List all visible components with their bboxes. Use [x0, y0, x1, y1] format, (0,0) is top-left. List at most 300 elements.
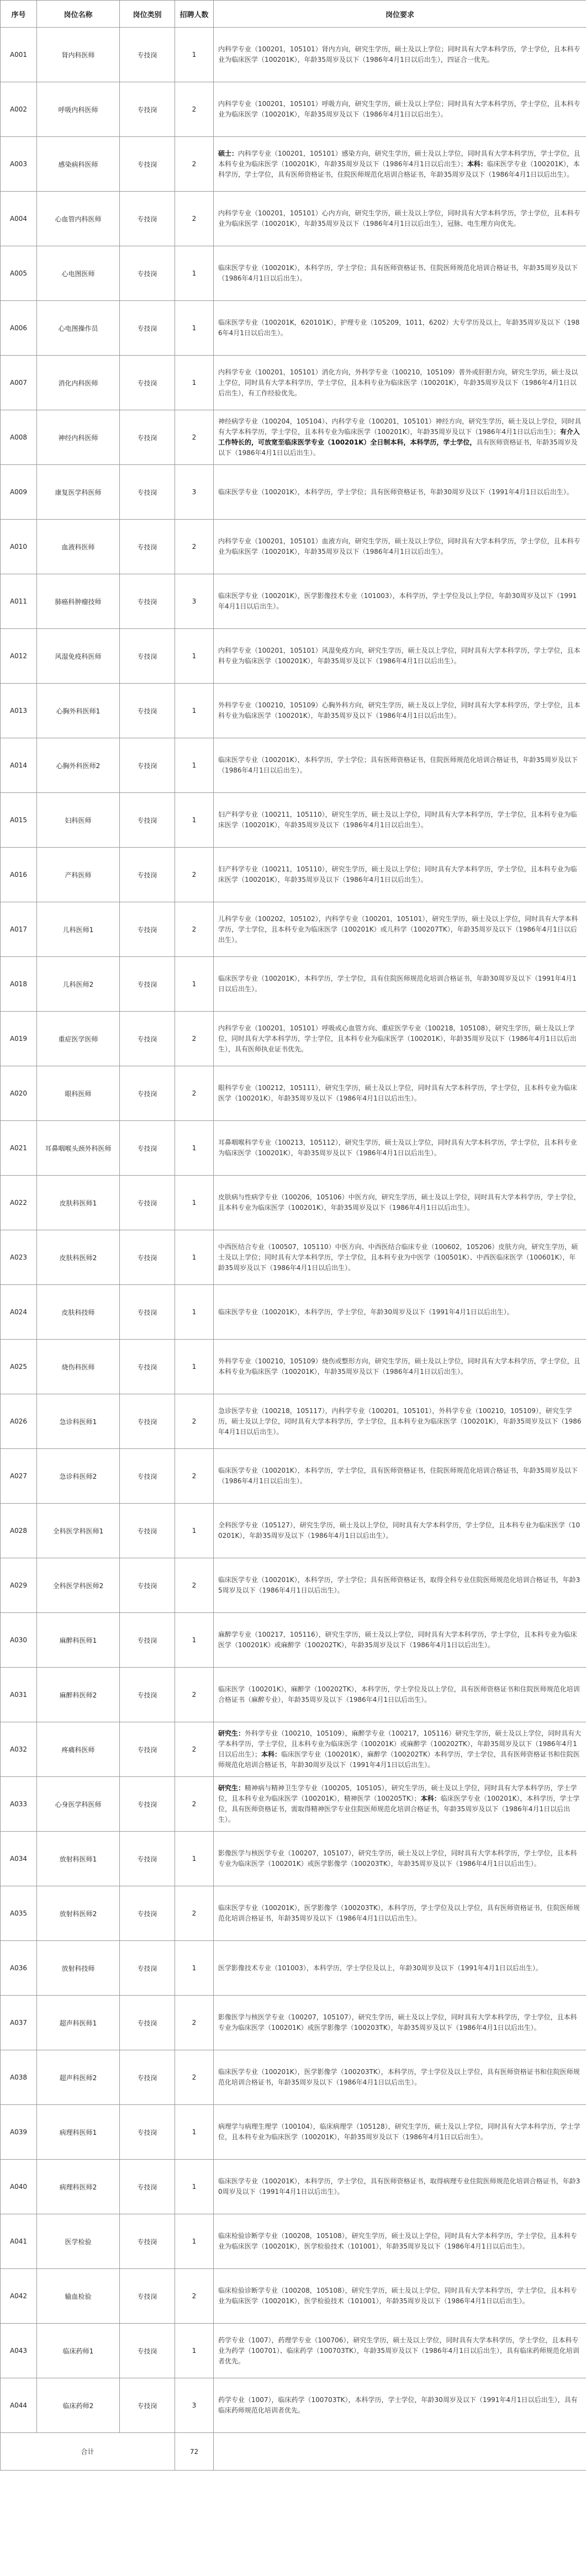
cell-recruit-count: 1 [175, 1832, 214, 1886]
cell-requirements [214, 629, 586, 684]
cell-requirements [214, 902, 586, 957]
cell-no: A035 [1, 1886, 37, 1941]
cell-position-name: 放射科技师 [37, 1941, 120, 1996]
table-row [1, 1176, 586, 1230]
cell-position-category: 专技岗 [120, 520, 175, 574]
cell-recruit-count: 1 [175, 1340, 214, 1394]
cell-position-category: 专技岗 [120, 1066, 175, 1121]
cell-requirements [214, 2378, 586, 2433]
cell-position-name: 眼科医师 [37, 1066, 120, 1121]
table-row [1, 1558, 586, 1613]
requirement-text: 急诊医学专业（100218，105117），内科学专业（100201，105101），外科学专业（100210，105109），研究生学历，硕士及以上学位，同时具有大学本科学历，学士学位，且本科专业为临床医学（100201K），年龄35周岁及以下（1986年4月1日以后出生）。 [218, 1406, 582, 1436]
cell-position-category: 专技岗 [120, 1996, 175, 2050]
requirement-text: 临床医学专业（100201K），本科学历，学士学位；具有医师资格证书、住院医师规范化培训合格证书，年龄35周岁及以下（1986年4月1日以后出生）。 [218, 264, 578, 282]
cell-requirements [214, 356, 586, 410]
header-recruit-count: 招聘人数 [175, 1, 214, 28]
requirement-text: 妇产科学专业（100211，105110），研究生学历，硕士及以上学位；同时具有大学本科学历，学士学位，且本科专业为临床医学（100201K），年龄35周岁及以下（1986年4月1日以后出生）。 [218, 865, 577, 884]
cell-no: A008 [1, 410, 37, 465]
cell-recruit-count: 2 [175, 192, 214, 246]
total-row [1, 2433, 586, 2471]
table-row [1, 902, 586, 957]
cell-position-name: 全科医学科医师2 [37, 1558, 120, 1613]
requirement-text: 麻醉学专业（100217，105116），研究生学历，硕士及以上学位，同时具有大学本科学历，学士学位，且本科专业为临床医学（100201K）或麻醉学（100202TK），年龄35周岁及以下（1986年4月1日以后出生）。 [218, 1631, 577, 1649]
cell-no: A014 [1, 738, 37, 793]
requirement-text: 医学影像技术专业（101003），本科学历，学士学位及以上，年龄30周岁及以下（1991年4月1日以后出生）。 [218, 1964, 542, 1972]
table-row [1, 574, 586, 629]
cell-no: A038 [1, 2050, 37, 2105]
requirement-text: 药学专业（1007），药理学专业（100706），研究生学历，硕士及以上学位，同时具有大学本科学历，学士学位，且本科专业为药学（100701）、临床药学（100703TK），年龄35周岁及以下（1986年4月1日以后出生），具有临床药师规范化培训者优先。 [218, 2336, 579, 2365]
cell-recruit-count: 2 [175, 1668, 214, 1722]
cell-no: A033 [1, 1777, 37, 1832]
cell-recruit-count: 1 [175, 2160, 214, 2214]
cell-requirements [214, 192, 586, 246]
requirement-heading: 研究生： [218, 1729, 245, 1737]
cell-position-category: 专技岗 [120, 246, 175, 301]
header-position-category: 岗位类别 [120, 1, 175, 28]
cell-requirements [214, 1340, 586, 1394]
cell-position-name: 肾内科医师 [37, 28, 120, 82]
cell-recruit-count: 1 [175, 246, 214, 301]
cell-requirements [214, 684, 586, 738]
cell-position-name: 儿科医师1 [37, 902, 120, 957]
cell-no: A003 [1, 137, 37, 192]
cell-requirements [214, 246, 586, 301]
table-row [1, 957, 586, 1012]
requirement-text: 具有医师资格证书，年龄35周岁及以下（1986年4月1日以后出生）。 [218, 438, 578, 457]
table-row [1, 28, 586, 82]
requirement-text: 神经病学专业（100204，105104）、内科学专业（100201，105101）神经方向，研究生学历，硕士及以上学位，同时具有大学本科学历，学士学位，且本科专业为临床医学（100201K），年龄35周岁及以下（1986年4月1日以后出生）； [218, 417, 582, 436]
cell-position-name: 放射科医师1 [37, 1832, 120, 1886]
cell-requirements [214, 301, 586, 356]
total-requirements-empty [214, 2433, 586, 2471]
cell-position-name: 心电图医师 [37, 246, 120, 301]
cell-position-category: 专技岗 [120, 1230, 175, 1285]
cell-requirements [214, 1941, 586, 1996]
table-row [1, 1230, 586, 1285]
cell-no: A042 [1, 2269, 37, 2324]
cell-requirements [214, 1012, 586, 1066]
requirement-text: 皮肤病与性病学专业（100206，105106）中医方向，研究生学历，硕士及以上学位，同时具有大学本科学历，学士学位，且本科专业为临床医学（100201K），年龄35周岁及以下（1986年4月1日以后出生）。 [218, 1193, 580, 1212]
requirement-heading: 有介入工作特长的，可放宽至临床医学专业（100201K）全日制本科，本科学历，学士学位， [218, 428, 580, 446]
table-row [1, 684, 586, 738]
table-row [1, 1996, 586, 2050]
cell-position-name: 麻醉科医师1 [37, 1613, 120, 1668]
requirement-text: 临床医学专业（100201K），本科学历，学士学位，具有医师资格证书，住院医师规范化培训合格证书，年龄35周岁及以下（1986年4月1日以后出生）。 [218, 1467, 578, 1485]
cell-no: A013 [1, 684, 37, 738]
requirement-text: 外科学专业（100210，105109），麻醉学专业（100217，105116）研究生学历，硕士及以上学位，同时具有大学本科学历，学士学位，且本科专业为临床医学（100201K）或麻醉学（100202TK），年龄35周岁及以下（1986年4月1日以后出生）； [218, 1729, 582, 1758]
requirement-text: 内科学专业（100201，105101）心内方向，研究生学历，硕士及以上学位，同时具有大学本科学历，学士学位，且本科专业为临床医学（100201K），年龄35周岁及以下（1986年4月1日以后出生），冠脉、电生理方向优先。 [218, 209, 580, 228]
cell-no: A027 [1, 1449, 37, 1504]
cell-recruit-count: 2 [175, 1449, 214, 1504]
requirement-text: 内科学专业（100201，105101）血液方向，研究生学历，硕士及以上学位，同时具有大学本科学历，学士学位，且本科专业为临床医学（100201K），年龄35周岁及以下（1986年4月1日以后出生）。 [218, 537, 580, 556]
cell-recruit-count: 1 [175, 2324, 214, 2378]
table-row [1, 1613, 586, 1668]
cell-position-name: 康复医学科医师 [37, 465, 120, 520]
cell-requirements [214, 1230, 586, 1285]
requirement-text: 药学专业（1007），临床药学（100703TK），本科学历，学士学位，年龄30周岁及以下（1991年4月1日以后出生），具有临床药师规范化培训者优先。 [218, 2396, 578, 2414]
cell-position-category: 专技岗 [120, 2324, 175, 2378]
cell-no: A020 [1, 1066, 37, 1121]
cell-requirements [214, 410, 586, 465]
table-row [1, 410, 586, 465]
cell-no: A009 [1, 465, 37, 520]
cell-position-name: 麻醉科医师2 [37, 1668, 120, 1722]
cell-recruit-count: 1 [175, 2214, 214, 2269]
cell-recruit-count: 1 [175, 28, 214, 82]
cell-position-category: 专技岗 [120, 1176, 175, 1230]
cell-no: A017 [1, 902, 37, 957]
requirement-text: 全科医学专业（105127），研究生学历，硕士及以上学位，同时具有大学本科学历，学士学位，且本科专业为临床医学（100201K），年龄35周岁及以下（1986年4月1日以后出生）。 [218, 1521, 580, 1540]
cell-recruit-count: 3 [175, 465, 214, 520]
requirement-text: 妇产科学专业（100211，105110），研究生学历，硕士及以上学位，同时具有大学本科学历，学士学位，且本科专业为临床医学（100201K），年龄35周岁及以下（1986年4月1日以后出生）。 [218, 811, 577, 829]
cell-no: A005 [1, 246, 37, 301]
cell-requirements [214, 2324, 586, 2378]
cell-no: A026 [1, 1394, 37, 1449]
requirement-text: 内科学专业（100201，105101）呼吸或心血管方向、重症医学专业（100218，105108），研究生学历，硕士及以上学位，同时具有大学本科学历，学士学位，且本科专业为临床医学（100201K），年龄35周岁及以下（1986年4月1日以后出生），具有医师执业证书优先。 [218, 1024, 577, 1053]
cell-recruit-count: 2 [175, 1558, 214, 1613]
table-row [1, 356, 586, 410]
cell-requirements [214, 957, 586, 1012]
table-row [1, 1449, 586, 1504]
cell-position-category: 专技岗 [120, 1394, 175, 1449]
cell-position-category: 专技岗 [120, 1558, 175, 1613]
cell-no: A041 [1, 2214, 37, 2269]
cell-position-name: 神经内科医师 [37, 410, 120, 465]
cell-no: A022 [1, 1176, 37, 1230]
cell-recruit-count: 1 [175, 1285, 214, 1340]
cell-position-name: 皮肤科医师2 [37, 1230, 120, 1285]
cell-requirements [214, 1832, 586, 1886]
cell-requirements [214, 1722, 586, 1777]
requirement-text: 临床医学（100201K），麻醉学（100202TK），本科学历，学士学位及以上学位，具有医师资格证书和住院医师规范化培训合格证书（麻醉专业），年龄35周岁及以下（1986年4月1日以后出生）。 [218, 1685, 580, 1704]
cell-no: A034 [1, 1832, 37, 1886]
table-row [1, 1394, 586, 1449]
cell-no: A036 [1, 1941, 37, 1996]
cell-requirements [214, 520, 586, 574]
table-header-row [1, 1, 586, 28]
cell-no: A029 [1, 1558, 37, 1613]
cell-no: A018 [1, 957, 37, 1012]
cell-requirements [214, 2269, 586, 2324]
table-row [1, 246, 586, 301]
requirement-text: 内科学专业（100201，105101）风湿免疫方向，研究生学历，硕士及以上学位，同时具有大学本科学历，学士学位，且本科专业为临床医学（100201K），年龄35周岁及以下（1986年4月1日以后出生）。 [218, 647, 580, 665]
table-row [1, 2105, 586, 2160]
cell-requirements [214, 1613, 586, 1668]
cell-position-name: 烧伤科医师 [37, 1340, 120, 1394]
cell-requirements [214, 137, 586, 192]
cell-requirements [214, 465, 586, 520]
cell-recruit-count: 1 [175, 1121, 214, 1176]
table-row [1, 465, 586, 520]
requirement-text: 眼科学专业（100212，105111），研究生学历，硕士及以上学位，同时具有大学本科学历，学士学位，且本科专业为临床医学（100201K），年龄35周岁及以下（1986年4月1日以后出生）。 [218, 1084, 577, 1102]
header-requirements: 岗位要求 [214, 1, 586, 28]
table-row [1, 2324, 586, 2378]
cell-position-name: 风湿免疫科医师 [37, 629, 120, 684]
cell-position-name: 皮肤科医师1 [37, 1176, 120, 1230]
table-row [1, 1340, 586, 1394]
total-count: 72 [175, 2433, 214, 2471]
requirement-text: 临床医学专业（100201K），本科学历，学士学位，具有医师资格证书，需取得精神医学专业住院医师规范化培训合格证书，年龄35周岁及以下（1986年4月1日以后出生）。 [218, 1795, 580, 1823]
cell-recruit-count: 1 [175, 2105, 214, 2160]
table-row [1, 192, 586, 246]
cell-position-name: 疼痛科医师 [37, 1722, 120, 1777]
cell-requirements [214, 1285, 586, 1340]
requirement-heading: 研究生： [218, 1784, 245, 1792]
cell-recruit-count: 2 [175, 2050, 214, 2105]
cell-recruit-count: 1 [175, 629, 214, 684]
cell-position-category: 专技岗 [120, 1722, 175, 1777]
cell-no: A006 [1, 301, 37, 356]
cell-recruit-count: 1 [175, 1230, 214, 1285]
cell-position-category: 专技岗 [120, 1121, 175, 1176]
requirement-text: 临床医学专业（100201K），医学影像技术专业（101003），本科学历，学士学位及以上学位，年龄30周岁及以下（1991年4月1日以后出生）。 [218, 592, 577, 610]
requirement-text: 临床医学专业（100201K），本科学历，学士学位；具有医师资格证书，年龄30周岁及以下（1991年4月1日以后出生）。 [218, 488, 573, 496]
table-row [1, 2214, 586, 2269]
cell-position-category: 专技岗 [120, 2105, 175, 2160]
cell-position-category: 专技岗 [120, 137, 175, 192]
cell-position-category: 专技岗 [120, 2269, 175, 2324]
cell-position-category: 专技岗 [120, 1449, 175, 1504]
cell-requirements [214, 2050, 586, 2105]
requirement-text: 临床医学专业（100201K），本科学历，学士学位，具有医师资格证书，取得病理专业住院医师规范化培训合格证书，年龄30周岁及以下（1991年4月1日以后出生）。 [218, 2177, 580, 2196]
cell-requirements [214, 1066, 586, 1121]
cell-no: A028 [1, 1504, 37, 1558]
header-position-name: 岗位名称 [37, 1, 120, 28]
cell-position-category: 专技岗 [120, 1668, 175, 1722]
cell-no: A044 [1, 2378, 37, 2433]
requirement-text: 内科学专业（100201，105101）消化方向，外科学专业（100210，105109）普外或肝胆方向，研究生学历，硕士及以上学位，同时具有大学本科学历，学士学位，且本科专业为临床医学（100201K），年龄35周岁及以下（1986年4月1日以后出生），有工作经验优先。 [218, 368, 578, 397]
cell-recruit-count: 2 [175, 848, 214, 902]
cell-position-category: 专技岗 [120, 1886, 175, 1941]
cell-no: A011 [1, 574, 37, 629]
cell-no: A012 [1, 629, 37, 684]
cell-requirements [214, 848, 586, 902]
cell-position-name: 呼吸内科医师 [37, 82, 120, 137]
requirement-text: 临床医学专业（100201K），医学影像学（100203TK），本科学历，学士学位及以上学位，具有医师资格证书，住院医师规范化培训合格证书，年龄35周岁及以下（1986年4月1日以后出生）。 [218, 1904, 580, 1922]
cell-recruit-count: 1 [175, 356, 214, 410]
cell-recruit-count: 2 [175, 1012, 214, 1066]
cell-position-name: 肺癌科肿瘤技师 [37, 574, 120, 629]
cell-position-category: 专技岗 [120, 793, 175, 848]
cell-position-name: 血液科医师 [37, 520, 120, 574]
cell-requirements [214, 1394, 586, 1449]
requirement-text: 内科学专业（100201，105101）感染方向，研究生学历，硕士及以上学位，同时具有大学本科学历，学士学位，且本科专业为临床医学（100201K），年龄35周岁及以下（1986年4月1日以后出生）； [218, 149, 580, 168]
cell-position-name: 心血管内科医师 [37, 192, 120, 246]
cell-recruit-count: 2 [175, 410, 214, 465]
cell-position-name: 心胸外科医师1 [37, 684, 120, 738]
cell-requirements [214, 2105, 586, 2160]
cell-position-category: 专技岗 [120, 2378, 175, 2433]
cell-requirements [214, 1777, 586, 1832]
cell-no: A010 [1, 520, 37, 574]
cell-position-category: 专技岗 [120, 2160, 175, 2214]
cell-no: A043 [1, 2324, 37, 2378]
cell-position-name: 输血检验 [37, 2269, 120, 2324]
cell-position-category: 专技岗 [120, 192, 175, 246]
cell-recruit-count: 2 [175, 137, 214, 192]
requirement-text: 影像医学与核医学专业（100207，105107），研究生学历，硕士及以上学位，同时具有大学本科学历，学士学位，且本科专业为临床医学（100201K）或医学影像学（100203TK），年龄35周岁及以下（1986年4月1日以后出生）。 [218, 2013, 577, 2032]
cell-position-category: 专技岗 [120, 1285, 175, 1340]
cell-position-category: 专技岗 [120, 1832, 175, 1886]
cell-position-category: 专技岗 [120, 957, 175, 1012]
table-row [1, 1777, 586, 1832]
cell-position-category: 专技岗 [120, 82, 175, 137]
requirement-text: 内科学专业（100201，105101）呼吸方向，研究生学历，硕士及以上学位；同时具有大学本科学历，学士学位，且本科专业为临床医学（100201K），年龄35周岁及以下（1986年4月1日以后出生）。 [218, 100, 580, 118]
requirement-heading: 本科： [420, 1795, 441, 1802]
total-label: 合计 [1, 2433, 175, 2471]
table-row [1, 793, 586, 848]
cell-recruit-count: 3 [175, 574, 214, 629]
cell-position-category: 专技岗 [120, 629, 175, 684]
cell-position-name: 急诊科医师1 [37, 1394, 120, 1449]
table-row [1, 301, 586, 356]
table-row [1, 848, 586, 902]
cell-position-name: 妇科医师 [37, 793, 120, 848]
cell-requirements [214, 82, 586, 137]
requirement-text: 临床医学专业（100201K），本科学历，学士学位，年龄30周岁及以下（1991年4月1日以后出生）。 [218, 1308, 514, 1316]
cell-position-category: 专技岗 [120, 902, 175, 957]
cell-requirements [214, 738, 586, 793]
cell-position-category: 专技岗 [120, 1504, 175, 1558]
requirement-text: 中西医结合专业（100507，105110）中医方向、中西医结合临床专业（100602，105206）皮肤方向，研究生学历，硕士及以上学位；同时具有大学本科学历，学士学位，且本科专业为中医学（100501K）、中西医临床医学（100601K），年龄35周岁及以下（1986年4月1日以后出生）。 [218, 1242, 578, 1272]
cell-position-name: 病理科医师1 [37, 2105, 120, 2160]
cell-recruit-count: 1 [175, 1504, 214, 1558]
table-row [1, 1504, 586, 1558]
table-row [1, 1832, 586, 1886]
cell-requirements [214, 1996, 586, 2050]
cell-recruit-count: 1 [175, 1941, 214, 1996]
cell-position-category: 专技岗 [120, 1777, 175, 1832]
cell-requirements [214, 1886, 586, 1941]
cell-no: A030 [1, 1613, 37, 1668]
table-row [1, 1121, 586, 1176]
cell-recruit-count: 2 [175, 1886, 214, 1941]
table-row [1, 520, 586, 574]
header-no: 序号 [1, 1, 37, 28]
cell-requirements [214, 1558, 586, 1613]
cell-no: A023 [1, 1230, 37, 1285]
cell-position-name: 心电图操作员 [37, 301, 120, 356]
cell-position-name: 放射科医师2 [37, 1886, 120, 1941]
cell-position-name: 医学检验 [37, 2214, 120, 2269]
requirement-text: 临床医学专业（100201K），医学影像学（100203TK），本科学历，学士学位及以上学位，具有医师资格证书和住院医师规范化培训合格证书，年龄35周岁及以下（1986年4月1日以后出生）。 [218, 2068, 580, 2086]
cell-position-category: 专技岗 [120, 2214, 175, 2269]
cell-requirements [214, 1176, 586, 1230]
table-row [1, 82, 586, 137]
cell-recruit-count: 2 [175, 520, 214, 574]
requirement-text: 临床检验诊断学专业（100208，105108），研究生学历，硕士及以上学位，同时具有大学本科学历，学士学位，且本科专业为临床医学（100201K），医学检验技术（101001），年龄35周岁及以下（1986年4月1日以后出生）。 [218, 2287, 577, 2305]
cell-position-category: 专技岗 [120, 684, 175, 738]
requirement-text: 临床检验诊断学专业（100208，105108），研究生学历，硕士及以上学位，同时具有大学本科学历，学士学位，且本科专业为临床医学（100201K），医学检验技术（101001），年龄35周岁及以下（1986年4月1日以后出生）。 [218, 2232, 577, 2250]
table-body [1, 28, 586, 2471]
cell-position-name: 临床药师1 [37, 2324, 120, 2378]
cell-position-category: 专技岗 [120, 2050, 175, 2105]
requirement-text: 外科学专业（100210，105109）心胸外科方向，研究生学历，硕士及以上学位，同时具有大学本科学历，学士学位，且本科专业为临床医学（100201K），年龄35周岁及以下（1986年4月1日以后出生）。 [218, 701, 580, 720]
requirement-text: 临床医学专业（100201K，620101K），护理专业（105209，1011，6202）大专学历及以上，年龄35周岁及以下（1986年4月1日以后出生）。 [218, 319, 580, 337]
cell-position-category: 专技岗 [120, 356, 175, 410]
cell-requirements [214, 793, 586, 848]
cell-requirements [214, 1121, 586, 1176]
cell-recruit-count: 2 [175, 1777, 214, 1832]
cell-position-category: 专技岗 [120, 1613, 175, 1668]
table-row [1, 137, 586, 192]
cell-no: A007 [1, 356, 37, 410]
cell-position-name: 感染病科医师 [37, 137, 120, 192]
table-row [1, 1668, 586, 1722]
table-row [1, 1722, 586, 1777]
cell-position-name: 急诊科医师2 [37, 1449, 120, 1504]
cell-recruit-count: 1 [175, 793, 214, 848]
requirement-text: 儿科学专业（100202，105102），内科学专业（100201，105101），研究生学历，硕士及以上学位，同时具有大学本科学历，学士学位，且本科专业为临床医学（100201K）或儿科学（100207TK），年龄35周岁及以下（1986年4月1日以后出生）。 [218, 914, 578, 944]
cell-no: A032 [1, 1722, 37, 1777]
cell-position-category: 专技岗 [120, 410, 175, 465]
requirement-text: 外科学专业（100210，105109）烧伤或整形方向，研究生学历，硕士及以上学位，同时具有大学本科学历，学士学位，且本科专业为临床医学（100201K），年龄35周岁及以下（1986年4月1日以后出生）。 [218, 1357, 580, 1376]
requirement-heading: 本科： [467, 160, 487, 168]
table-row [1, 2160, 586, 2214]
cell-position-name: 心胸外科医师2 [37, 738, 120, 793]
cell-requirements [214, 28, 586, 82]
requirement-heading: 本科： [261, 1750, 282, 1758]
cell-position-category: 专技岗 [120, 1941, 175, 1996]
requirement-text: 临床医学专业（100201K），麻醉学（100202TK）本科学历，学士学位，具有医师资格证书和住院医师规范化培训合格证书，年龄30周岁及以下（1991年4月1日以后出生）。 [218, 1750, 580, 1769]
cell-position-name: 临床药师2 [37, 2378, 120, 2433]
cell-recruit-count: 1 [175, 301, 214, 356]
cell-requirements [214, 574, 586, 629]
cell-position-category: 专技岗 [120, 465, 175, 520]
cell-recruit-count: 2 [175, 1996, 214, 2050]
cell-no: A037 [1, 1996, 37, 2050]
cell-position-name: 耳鼻咽喉头颈外科医师 [37, 1121, 120, 1176]
table-row [1, 2269, 586, 2324]
requirement-text: 内科学专业（100201，105101）肾内方向，研究生学历，硕士及以上学位；同时具有大学本科学历，学士学位，且本科专业为临床医学（100201K），年龄35周岁及以下（1986年4月1日以后出生），四证合一优先。 [218, 45, 580, 64]
cell-recruit-count: 2 [175, 2269, 214, 2324]
cell-no: A001 [1, 28, 37, 82]
cell-requirements [214, 1668, 586, 1722]
cell-position-name: 病理科医师2 [37, 2160, 120, 2214]
cell-position-name: 全科医学科医师1 [37, 1504, 120, 1558]
cell-position-category: 专技岗 [120, 301, 175, 356]
cell-position-name: 产科医师 [37, 848, 120, 902]
cell-no: A016 [1, 848, 37, 902]
requirement-text: 临床医学专业（100201K），本科学历，学士学位；具有医师资格证书，取得全科专业住院医师规范化培训合格证书，年龄35周岁及以下（1986年4月1日以后出生）。 [218, 1576, 580, 1594]
cell-recruit-count: 1 [175, 684, 214, 738]
cell-position-category: 专技岗 [120, 1340, 175, 1394]
cell-position-name: 重症医学医师 [37, 1012, 120, 1066]
table-row [1, 2050, 586, 2105]
cell-no: A039 [1, 2105, 37, 2160]
table-row [1, 1066, 586, 1121]
cell-no: A024 [1, 1285, 37, 1340]
cell-recruit-count: 2 [175, 1722, 214, 1777]
cell-position-category: 专技岗 [120, 738, 175, 793]
requirement-text: 影像医学与核医学专业（100207，105107），研究生学历，硕士及以上学位，同时具有大学本科学历，学士学位，且本科专业为临床医学（100201K）或医学影像学（100203TK），年龄35周岁及以下（1986年4月1日以后出生）。 [218, 1849, 577, 1868]
cell-no: A025 [1, 1340, 37, 1394]
cell-recruit-count: 2 [175, 82, 214, 137]
cell-position-category: 专技岗 [120, 848, 175, 902]
cell-no: A040 [1, 2160, 37, 2214]
table-row [1, 1012, 586, 1066]
cell-no: A031 [1, 1668, 37, 1722]
cell-requirements [214, 2160, 586, 2214]
table-row [1, 1886, 586, 1941]
cell-no: A004 [1, 192, 37, 246]
requirement-text: 病理学与病理生理学（100104），临床病理学（105128），研究生学历，硕士及以上学位，同时具有大学本科学历，学士学位，且本科专业为临床医学（100201K），年龄35周岁及以下（1986年4月1日以后出生）。 [218, 2123, 580, 2141]
requirement-heading: 硕士： [218, 149, 239, 157]
cell-position-category: 专技岗 [120, 28, 175, 82]
cell-recruit-count: 2 [175, 1394, 214, 1449]
cell-recruit-count: 1 [175, 957, 214, 1012]
cell-position-name: 儿科医师2 [37, 957, 120, 1012]
